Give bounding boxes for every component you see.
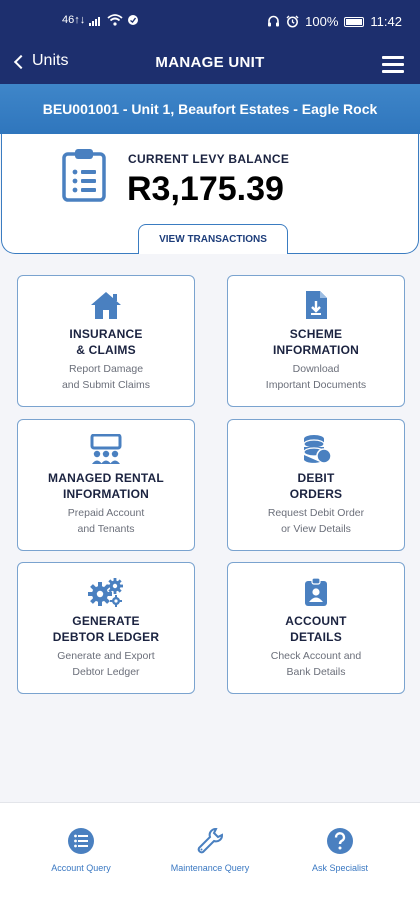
wifi-icon — [107, 14, 123, 26]
back-label: Units — [32, 52, 69, 69]
document-download-icon — [304, 290, 328, 320]
ask-specialist-label: Ask Specialist — [311, 863, 369, 873]
tile-title-line2: DETAILS — [290, 630, 342, 644]
page-title: MANAGE UNIT — [155, 54, 265, 71]
levy-balance-card — [1, 134, 419, 254]
tile-subtitle-line2: Bank Details — [286, 666, 346, 678]
tile-title-line1: MANAGED RENTAL — [48, 471, 164, 485]
tile-subtitle-line1: Report Damage — [68, 363, 144, 375]
levy-balance-label: CURRENT LEVY BALANCE — [128, 152, 290, 166]
unit-header — [0, 84, 420, 134]
network-label: 46↑↓ — [62, 14, 86, 26]
menu-icon[interactable] — [382, 56, 404, 72]
tile-subtitle-line1: Prepaid Account — [67, 507, 145, 519]
wrench-icon — [196, 827, 224, 855]
tile-managed-rental-information[interactable] — [17, 419, 195, 551]
tile-subtitle-line2: Important Documents — [265, 379, 367, 391]
coins-icon — [300, 434, 332, 464]
tile-insurance-claims[interactable] — [17, 275, 195, 407]
tile-scheme-information[interactable] — [227, 275, 405, 407]
tile-generate-debtor-ledger[interactable] — [17, 562, 195, 694]
account-query-button[interactable] — [26, 827, 136, 873]
tile-subtitle-line2: and Submit Claims — [61, 379, 151, 391]
tile-title-line2: INFORMATION — [63, 487, 149, 501]
nav-bar — [0, 44, 420, 84]
tile-subtitle-line1: Check Account and — [270, 650, 362, 662]
headset-icon — [267, 15, 280, 28]
house-icon — [90, 290, 122, 320]
unit-name: BEU001001 - Unit 1, Beaufort Estates - Eagle Rock — [42, 101, 378, 117]
account-query-label: Account Query — [51, 863, 111, 873]
tile-subtitle-line1: Request Debit Order — [267, 507, 365, 519]
tile-subtitle-line1: Generate and Export — [57, 650, 155, 662]
notification-icon — [127, 14, 139, 26]
tile-subtitle-line2: and Tenants — [77, 523, 135, 535]
gears-icon — [88, 577, 124, 607]
maintenance-query-label: Maintenance Query — [170, 863, 250, 873]
tile-title-line1: ACCOUNT — [285, 614, 347, 628]
tile-title-line1: DEBIT — [297, 471, 335, 485]
people-board-icon — [89, 434, 123, 464]
maintenance-query-button[interactable] — [155, 827, 265, 873]
battery-icon — [344, 17, 364, 27]
ask-specialist-button[interactable] — [285, 827, 395, 873]
status-left — [62, 14, 139, 26]
tile-title-line2: DEBTOR LEDGER — [52, 630, 160, 644]
tile-title-line1: GENERATE — [72, 614, 140, 628]
id-badge-icon — [304, 577, 328, 607]
tile-account-details[interactable] — [227, 562, 405, 694]
clock: 11:42 — [370, 14, 402, 29]
status-right — [267, 14, 402, 29]
tile-subtitle-line2: Debtor Ledger — [72, 666, 140, 678]
levy-balance-amount: R3,175.39 — [127, 170, 284, 208]
tile-debit-orders[interactable] — [227, 419, 405, 551]
tile-title-line1: INSURANCE — [69, 327, 143, 341]
question-circle-icon — [326, 827, 354, 855]
list-circle-icon — [67, 827, 95, 855]
alarm-icon — [286, 15, 299, 28]
tile-title-line1: SCHEME — [289, 327, 343, 341]
tile-title-line2: & CLAIMS — [76, 343, 136, 357]
tile-subtitle-line2: or View Details — [281, 523, 351, 535]
status-bar — [0, 0, 420, 44]
view-transactions-button[interactable]: VIEW TRANSACTIONS — [138, 224, 288, 254]
battery-percent: 100% — [305, 14, 339, 29]
clipboard-icon — [62, 148, 106, 202]
tile-subtitle-line1: Download — [292, 363, 340, 375]
tile-title-line2: ORDERS — [289, 487, 343, 501]
bottom-navigation — [0, 802, 420, 900]
signal-icon — [89, 15, 103, 26]
tile-title-line2: INFORMATION — [273, 343, 359, 357]
